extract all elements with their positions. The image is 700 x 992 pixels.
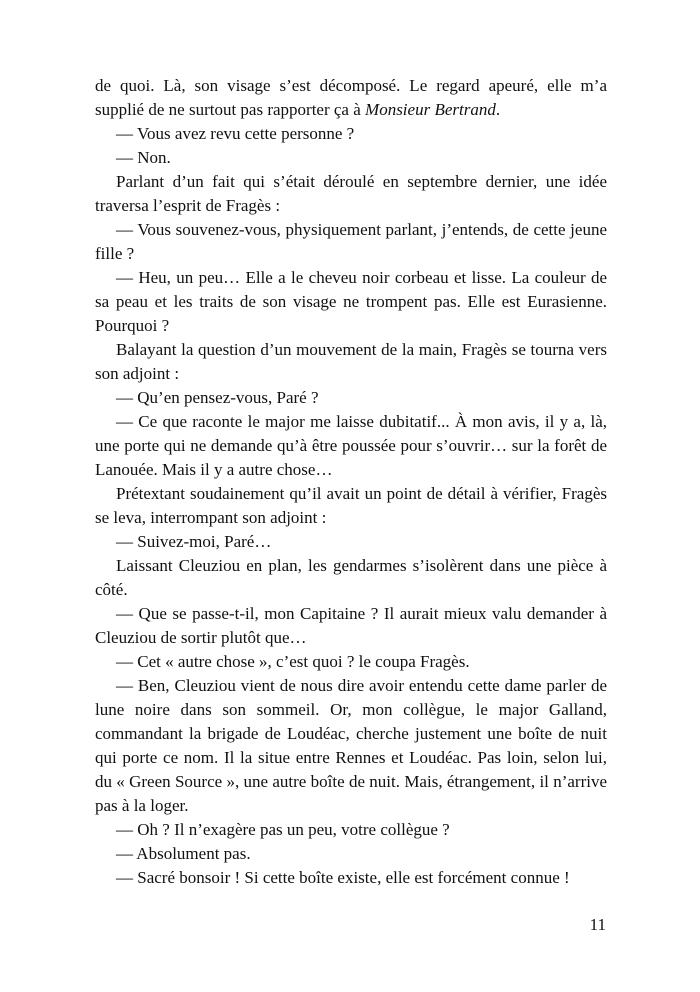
paragraph-9: — Ce que raconte le major me laisse dubitatif... À mon avis, il y a, là, une porte qui ne demande qu’à être poussée pour s’ouvrir… sur la forêt de Lanouée. Mais il y a autre chose… <box>95 412 607 479</box>
paragraph-11: — Suivez-moi, Paré… <box>116 532 272 551</box>
paragraph-12: Laissant Cleuziou en plan, les gendarmes s’isolèrent dans une pièce à côté. <box>95 556 607 599</box>
paragraph-4: Parlant d’un fait qui s’était déroulé en septembre dernier, une idée traversa l’esprit de Fragès : <box>95 172 607 215</box>
paragraph-13: — Que se passe-t-il, mon Capitaine ? Il aurait mieux valu demander à Cleuziou de sortir plutôt que… <box>95 604 607 647</box>
paragraph-10: Prétextant soudainement qu’il avait un point de détail à vérifier, Fragès se leva, interrompant son adjoint : <box>95 484 607 527</box>
page-number: 11 <box>589 915 606 934</box>
paragraph-3: — Non. <box>116 148 171 167</box>
paragraph-1-text: de quoi. Là, son visage s’est décomposé. Le regard apeuré, elle m’a supplié de ne surtout pas rapporter ça à <box>95 76 607 119</box>
paragraph-5: — Vous souvenez-vous, physiquement parlant, j’entends, de cette jeune fille ? <box>95 220 607 263</box>
paragraph-16: — Oh ? Il n’exagère pas un peu, votre collègue ? <box>116 820 450 839</box>
paragraph-1-emphasis: Monsieur Bertrand <box>365 100 496 119</box>
paragraph-2: — Vous avez revu cette personne ? <box>116 124 355 143</box>
paragraph-17: — Absolument pas. <box>116 844 251 863</box>
paragraph-1-end: . <box>495 100 501 119</box>
page-body <box>95 74 607 890</box>
paragraph-15: — Ben, Cleuziou vient de nous dire avoir entendu cette dame parler de lune noire dans son sommeil. Or, mon collègue, le major Galland, commandant la brigade de Loudéac, cherche justement une boîte de nuit qui porte ce nom. Il la situe entre Rennes et Loudéac. Pas loin, selon lui, du « Green Source », une autre boîte de nuit. Mais, étrangement, il n’arrive pas à la loger. <box>95 676 607 815</box>
paragraph-1 <box>95 74 607 122</box>
paragraph-18: — Sacré bonsoir ! Si cette boîte existe, elle est forcément connue ! <box>116 868 570 887</box>
paragraph-7: Balayant la question d’un mouvement de la main, Fragès se tourna vers son adjoint : <box>95 340 607 383</box>
paragraph-6: — Heu, un peu… Elle a le cheveu noir corbeau et lisse. La couleur de sa peau et les traits de son visage ne trompent pas. Elle est Eurasienne. Pourquoi ? <box>95 268 607 335</box>
paragraph-8: — Qu’en pensez-vous, Paré ? <box>116 388 319 407</box>
paragraph-14: — Cet « autre chose », c’est quoi ? le coupa Fragès. <box>116 652 470 671</box>
